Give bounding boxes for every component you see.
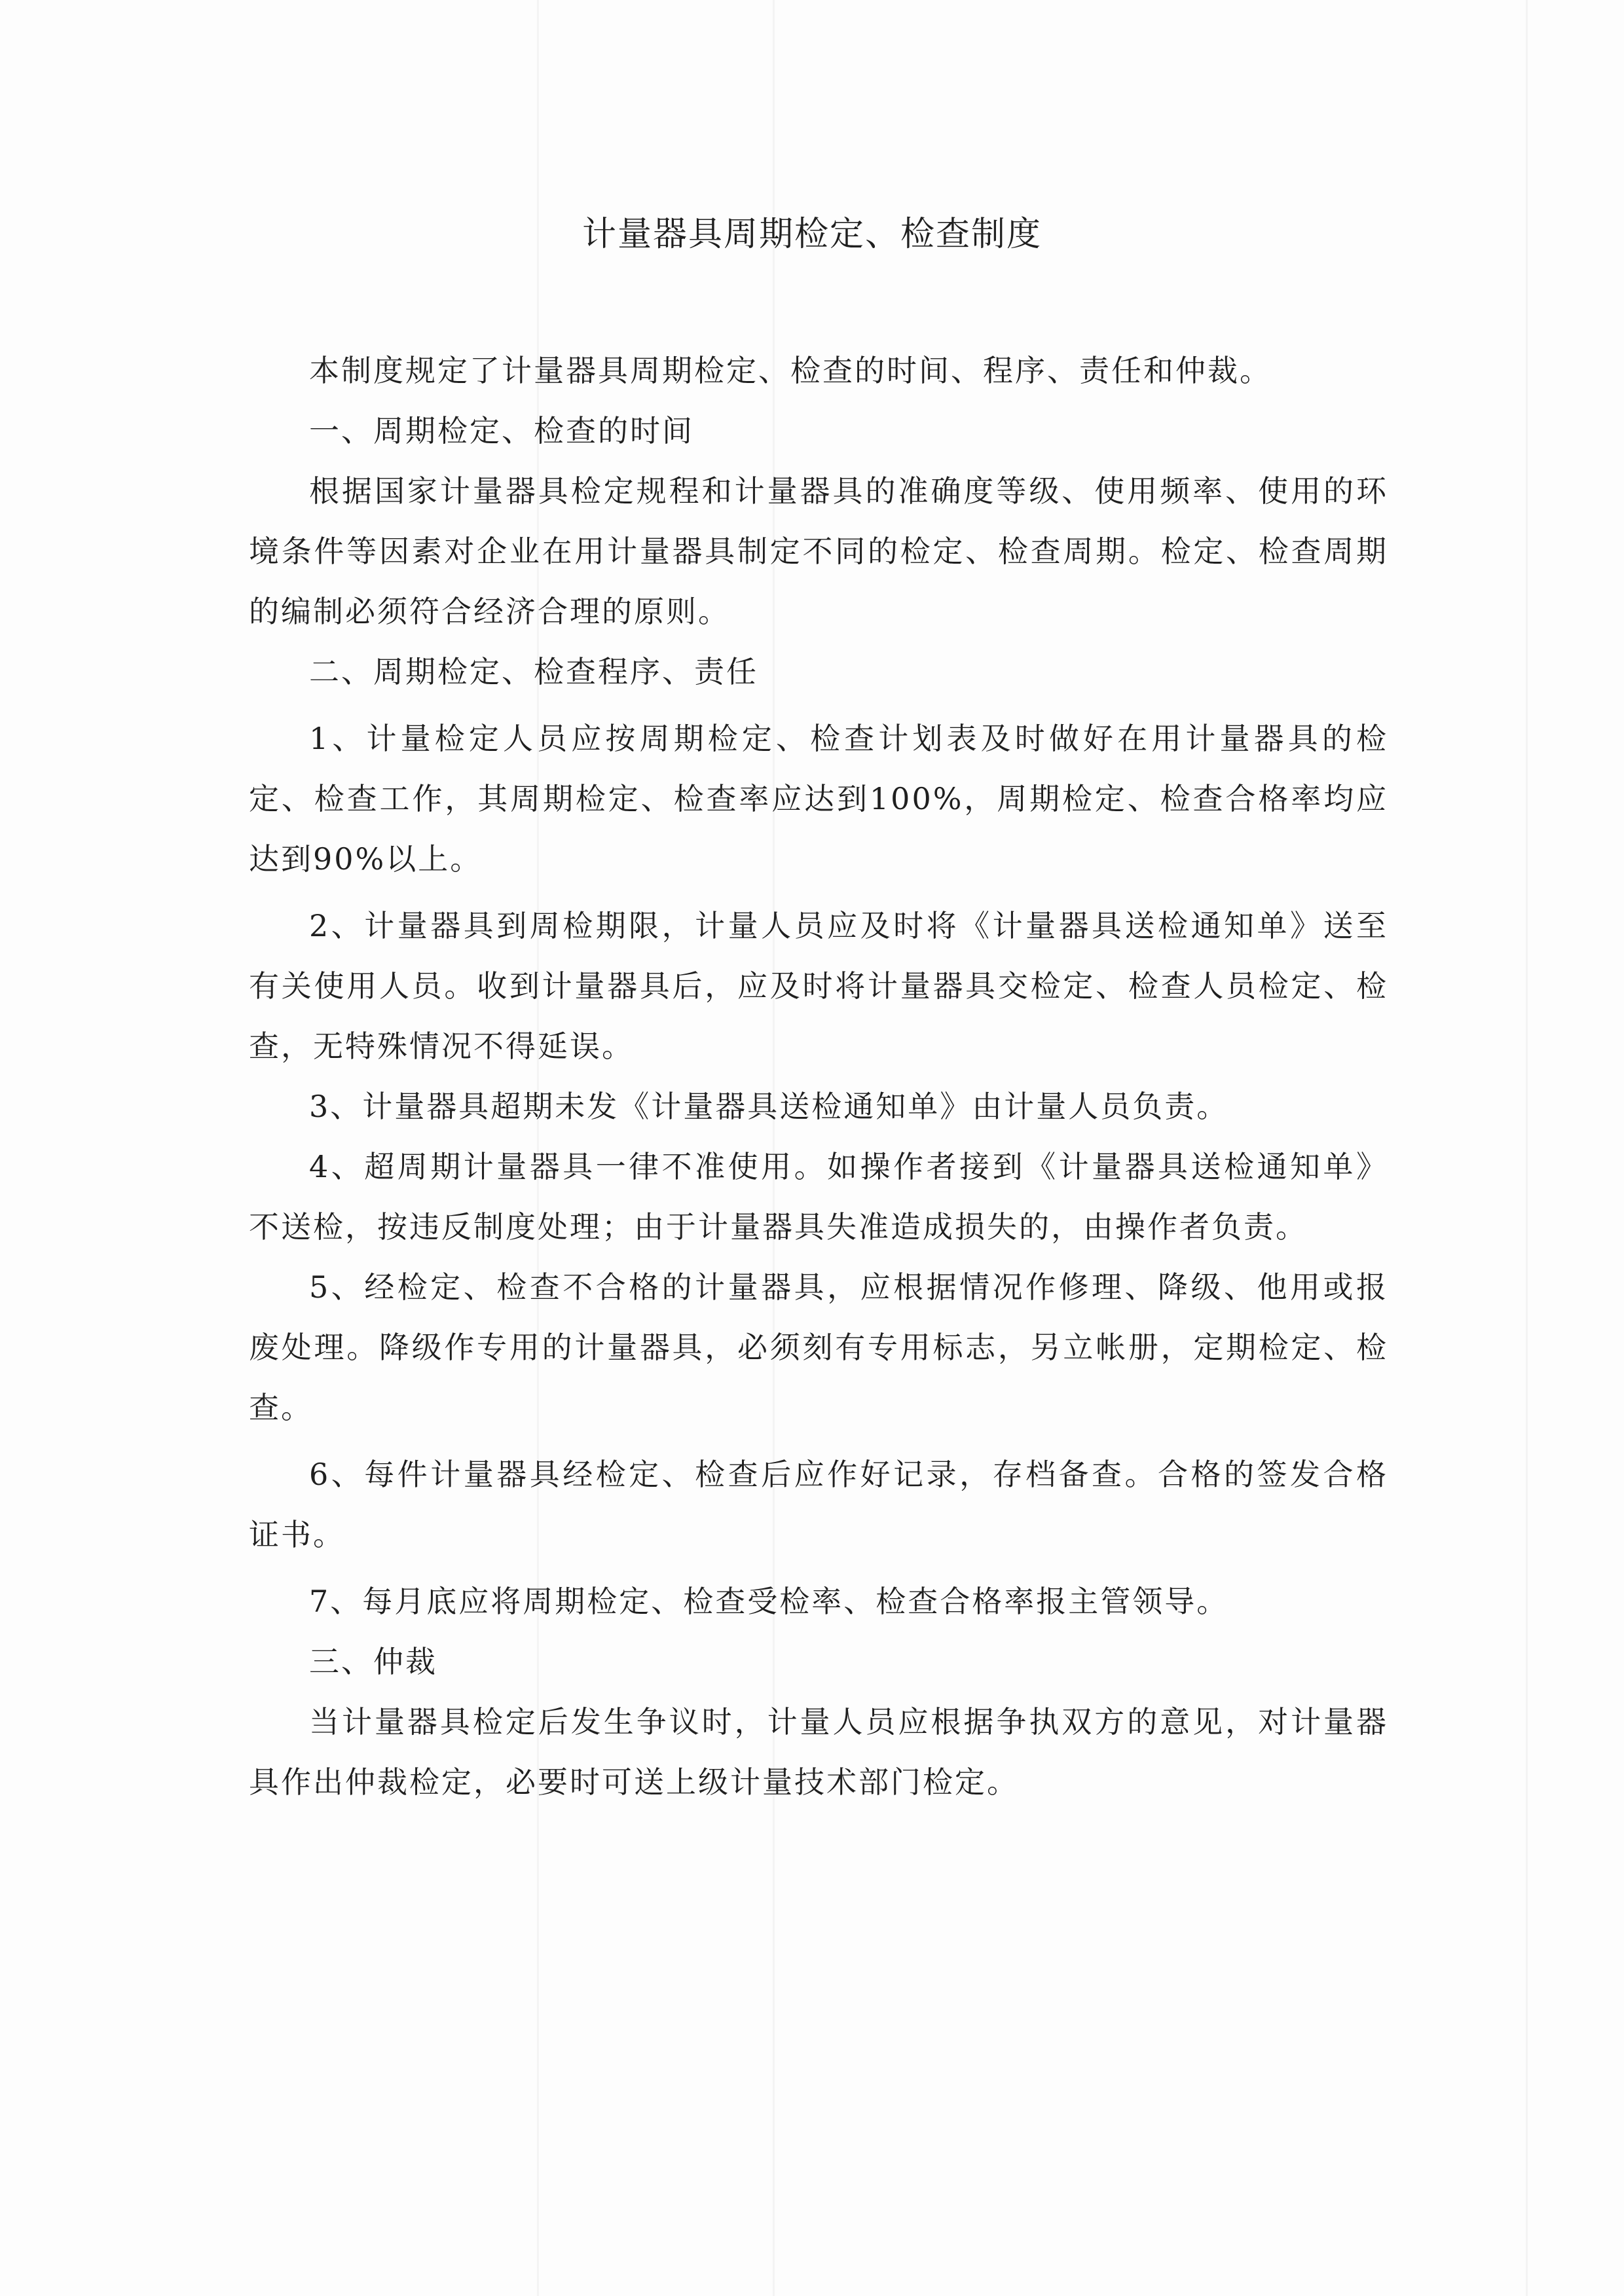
paragraph-arbitration: 当计量器具检定后发生争议时，计量人员应根据争执双方的意见，对计量器具作出仲裁检定，必要时可送上级计量技术部门检定。 [249,1704,1388,1800]
scan-streak [1526,0,1528,2296]
paragraph-cycle-basis: 根据国家计量器具检定规程和计量器具的准确度等级、使用频率、使用的环境条件等因素对企业在用计量器具制定不同的检定、检查周期。检定、检查周期的编制必须符合经济合理的原则。 [249,473,1388,629]
rule-item-7: 7、每月底应将周期检定、检查受检率、检查合格率报主管领导。 [309,1584,1229,1619]
rule-item-3: 3、计量器具超期未发《计量器具送检通知单》由计量人员负责。 [309,1089,1229,1124]
rule-item-6: 6、每件计量器具经检定、检查后应作好记录，存档备查。合格的签发合格证书。 [249,1457,1388,1552]
rule-item-1: 1、计量检定人员应按周期检定、检查计划表及时做好在用计量器具的检定、检查工作，其周期检定、检查率应达到100%，周期检定、检查合格率均应达到90%以上。 [249,721,1388,877]
section-heading-time: 一、周期检定、检查的时间 [309,413,694,448]
document-body [249,340,1388,1812]
rule-item-4: 4、超周期计量器具一律不准使用。如操作者接到《计量器具送检通知单》不送检，按违反制度处理；由于计量器具失准造成损失的，由操作者负责。 [249,1149,1388,1245]
section-heading-procedure: 二、周期检定、检查程序、责任 [309,654,758,689]
section-heading-arbitration: 三、仲裁 [309,1644,437,1679]
rule-item-2: 2、计量器具到周检期限，计量人员应及时将《计量器具送检通知单》送至有关使用人员。收到计量器具后，应及时将计量器具交检定、检查人员检定、检查，无特殊情况不得延误。 [249,908,1388,1064]
intro-paragraph: 本制度规定了计量器具周期检定、检查的时间、程序、责任和仲裁。 [309,353,1272,388]
rule-item-5: 5、经检定、检查不合格的计量器具，应根据情况作修理、降级、他用或报废处理。降级作专用的计量器具，必须刻有专用标志，另立帐册，定期检定、检查。 [249,1269,1388,1425]
document-title: 计量器具周期检定、检查制度 [581,215,1042,254]
